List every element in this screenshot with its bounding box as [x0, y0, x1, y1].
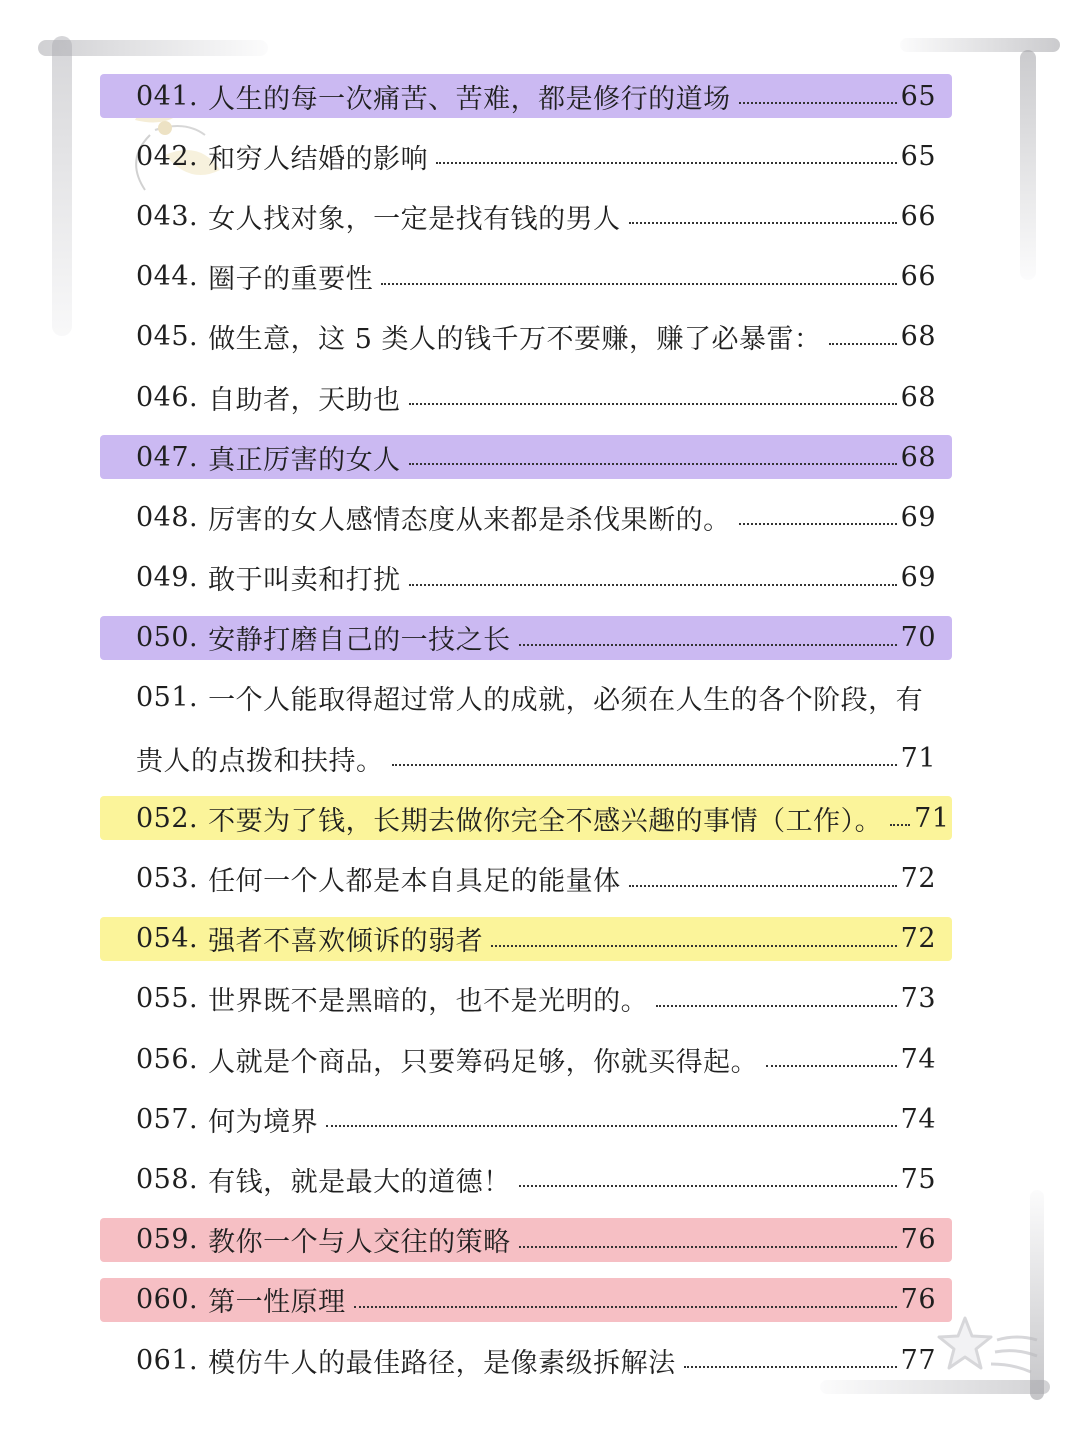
entry-number: 061.: [136, 1344, 199, 1376]
page-number: 74: [900, 1103, 936, 1135]
dot-leader: [519, 1185, 897, 1187]
entry-number: 056.: [136, 1043, 199, 1075]
page-number: 68: [900, 441, 936, 473]
dot-leader: [629, 222, 897, 224]
toc-entry[interactable]: [100, 548, 952, 608]
toc-entry[interactable]: [100, 1149, 952, 1209]
entry-title: 第一性原理: [208, 1287, 346, 1319]
toc-entry[interactable]: [100, 608, 952, 668]
dot-leader: [409, 584, 897, 586]
page-number: 76: [900, 1284, 936, 1316]
page-number: 68: [900, 381, 936, 413]
toc-entry[interactable]: [100, 1210, 952, 1270]
entry-title: 不要为了钱，长期去做你完全不感兴趣的事情（工作）。: [208, 805, 883, 837]
entry-title: 自助者，天助也: [208, 384, 401, 416]
entry-title: 敢于叫卖和打扰: [208, 565, 401, 597]
page-number: 71: [914, 802, 950, 834]
page-number: 69: [900, 501, 936, 533]
entry-number: 059.: [136, 1224, 199, 1256]
toc-entry[interactable]: [100, 307, 952, 367]
toc-entry[interactable]: [100, 788, 952, 848]
dot-leader: [890, 824, 910, 826]
entry-title: 模仿牛人的最佳路径，是像素级拆解法: [208, 1347, 676, 1379]
entry-number: 042.: [136, 140, 199, 172]
entry-number: 054.: [136, 923, 199, 955]
page-number: 66: [900, 261, 936, 293]
entry-number: 046.: [136, 381, 199, 413]
entry-title: 厉害的女人感情态度从来都是杀伐果断的。: [208, 504, 731, 536]
dot-leader: [519, 1246, 897, 1248]
entry-title: 世界既不是黑暗的，也不是光明的。: [208, 986, 649, 1018]
toc-entry[interactable]: [100, 186, 952, 246]
page-number: 68: [900, 321, 936, 353]
entry-title: 安静打磨自己的一技之长: [208, 625, 511, 657]
toc-entry[interactable]: [100, 427, 952, 487]
entry-number: 043.: [136, 200, 199, 232]
page-number: 72: [900, 863, 936, 895]
toc-entry[interactable]: [100, 487, 952, 547]
page-number: 70: [900, 622, 936, 654]
entry-title: 一个人能取得超过常人的成就，必须在人生的各个阶段，有: [208, 685, 924, 717]
page-number: 74: [900, 1043, 936, 1075]
entry-title-continuation: 贵人的点拨和扶持。: [136, 745, 384, 777]
toc-entry[interactable]: [100, 1330, 952, 1390]
page-number: 66: [900, 200, 936, 232]
page-number: 69: [900, 562, 936, 594]
entry-title: 人就是个商品，只要筹码足够，你就买得起。: [208, 1046, 759, 1078]
entry-number: 047.: [136, 441, 199, 473]
entry-number: 041.: [136, 80, 199, 112]
entry-number: 055.: [136, 983, 199, 1015]
dot-leader: [739, 102, 897, 104]
toc-entry[interactable]: [100, 247, 952, 307]
toc-entry[interactable]: [100, 126, 952, 186]
brush-stroke-left: [52, 36, 72, 336]
entry-title: 女人找对象，一定是找有钱的男人: [208, 203, 621, 235]
entry-number: 058.: [136, 1163, 199, 1195]
dot-leader: [519, 644, 897, 646]
toc-entry[interactable]: [100, 1089, 952, 1149]
dot-leader: [739, 523, 897, 525]
toc-entry[interactable]: [100, 668, 952, 728]
dot-leader: [392, 764, 897, 766]
dot-leader: [629, 885, 897, 887]
dot-leader: [491, 945, 897, 947]
dot-leader: [766, 1065, 897, 1067]
page-number: 72: [900, 923, 936, 955]
entry-number: 057.: [136, 1103, 199, 1135]
dot-leader: [684, 1366, 897, 1368]
dot-leader: [409, 403, 897, 405]
page-number: 65: [900, 140, 936, 172]
entry-number: 053.: [136, 863, 199, 895]
dot-leader: [326, 1125, 897, 1127]
entry-number: 045.: [136, 321, 199, 353]
page-number: 76: [900, 1224, 936, 1256]
entry-number: 050.: [136, 622, 199, 654]
page-number: 71: [900, 742, 936, 774]
entry-number: 044.: [136, 261, 199, 293]
entry-number: 051.: [136, 682, 199, 714]
entry-title: 和穷人结婚的影响: [208, 143, 429, 175]
page-number: 73: [900, 983, 936, 1015]
dot-leader: [436, 162, 897, 164]
page-number: 77: [900, 1344, 936, 1376]
toc-entry[interactable]: [100, 909, 952, 969]
entry-number: 048.: [136, 501, 199, 533]
dot-leader: [409, 463, 897, 465]
toc-entry-continuation[interactable]: [100, 728, 952, 788]
toc-entry[interactable]: [100, 1270, 952, 1330]
dot-leader: [829, 343, 896, 345]
page-number: 75: [900, 1163, 936, 1195]
entry-number: 049.: [136, 562, 199, 594]
entry-title: 真正厉害的女人: [208, 444, 401, 476]
entry-number: 060.: [136, 1284, 199, 1316]
entry-title: 圈子的重要性: [208, 264, 374, 296]
entry-number: 052.: [136, 802, 199, 834]
dot-leader: [381, 283, 897, 285]
toc-entry[interactable]: [100, 367, 952, 427]
toc-entry[interactable]: [100, 66, 952, 126]
dot-leader: [656, 1005, 897, 1007]
dot-leader: [354, 1306, 897, 1308]
toc-entry[interactable]: [100, 969, 952, 1029]
entry-title: 人生的每一次痛苦、苦难，都是修行的道场: [208, 83, 731, 115]
entry-title: 有钱，就是最大的道德！: [208, 1166, 511, 1198]
entry-title: 教你一个与人交往的策略: [208, 1227, 511, 1259]
entry-title: 做生意，这 5 类人的钱千万不要赚，赚了必暴雷：: [208, 324, 822, 356]
toc-entry[interactable]: [100, 848, 952, 908]
entry-title: 何为境界: [208, 1106, 319, 1138]
brush-stroke-right-bottom: [1030, 1190, 1044, 1400]
entry-title: 强者不喜欢倾诉的弱者: [208, 926, 484, 958]
toc-entry[interactable]: [100, 1029, 952, 1089]
brush-stroke-top-right: [900, 38, 1060, 52]
entry-title: 任何一个人都是本自具足的能量体: [208, 866, 621, 898]
table-of-contents: [100, 66, 952, 1390]
brush-stroke-top-left: [38, 40, 268, 56]
page-number: 65: [900, 80, 936, 112]
brush-stroke-right-top: [1020, 50, 1036, 280]
